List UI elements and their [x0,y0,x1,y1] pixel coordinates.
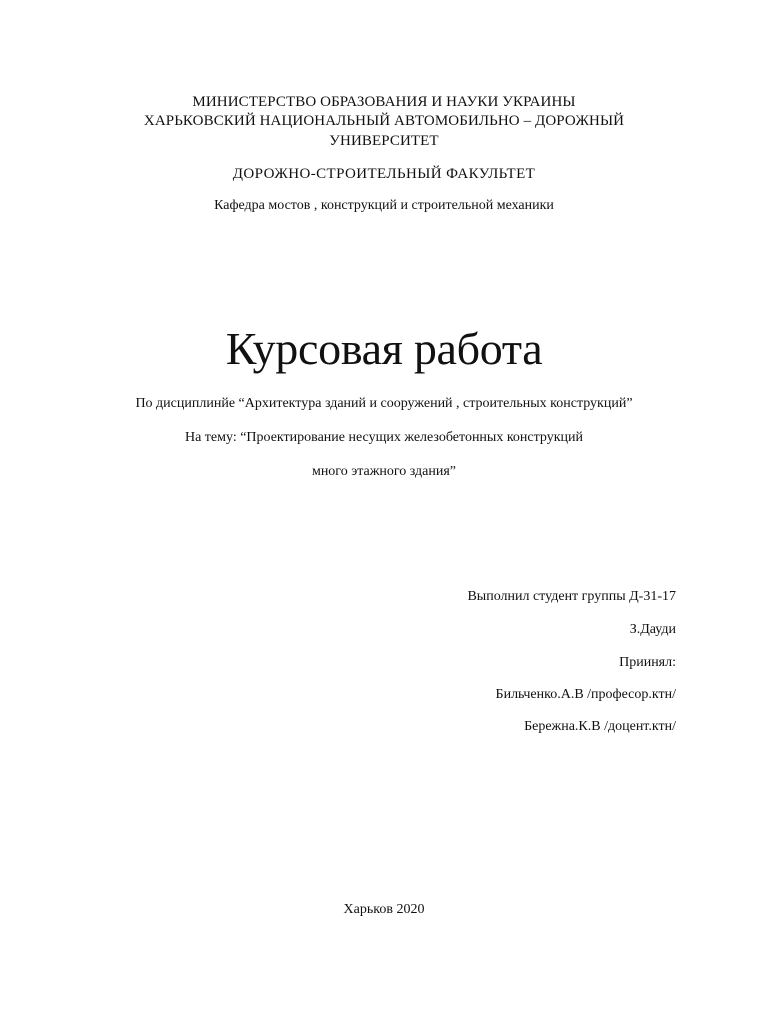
city-year: Харьков 2020 [343,902,425,917]
document-title: Курсовая работа [225,323,543,374]
department-heading: Кафедра мостов , конструкций и строительной механики [214,198,554,213]
topic-line2: много этажного здания” [311,464,457,479]
university-heading-line1: ХАРЬКОВСКИЙ НАЦИОНАЛЬНЫЙ АВТОМОБИЛЬНО – ДОРОЖНЫЙ [143,113,625,129]
reviewer-1: Бильченко.А.В /професор.ктн/ [495,687,676,702]
performed-by-line: Выполнил студент группы Д-31-17 [467,589,676,604]
topic-line1: На тему: “Проектирование несущих железобетонных конструкций [184,430,584,445]
ministry-heading: МИНИСТЕРСТВО ОБРАЗОВАНИЯ И НАУКИ УКРАИНЫ [192,94,576,110]
reviewer-2: Бережна.К.В /доцент.ктн/ [524,719,676,734]
university-heading-line2: УНИВЕРСИТЕТ [329,133,439,149]
faculty-heading: ДОРОЖНО-СТРОИТЕЛЬНЫЙ ФАКУЛЬТЕТ [232,166,536,182]
discipline-line: По дисциплинйе “Архитектура зданий и сооружений , строительных конструкций” [135,396,633,411]
student-name: З.Дауди [629,622,676,637]
accepted-label: Приинял: [619,655,676,670]
